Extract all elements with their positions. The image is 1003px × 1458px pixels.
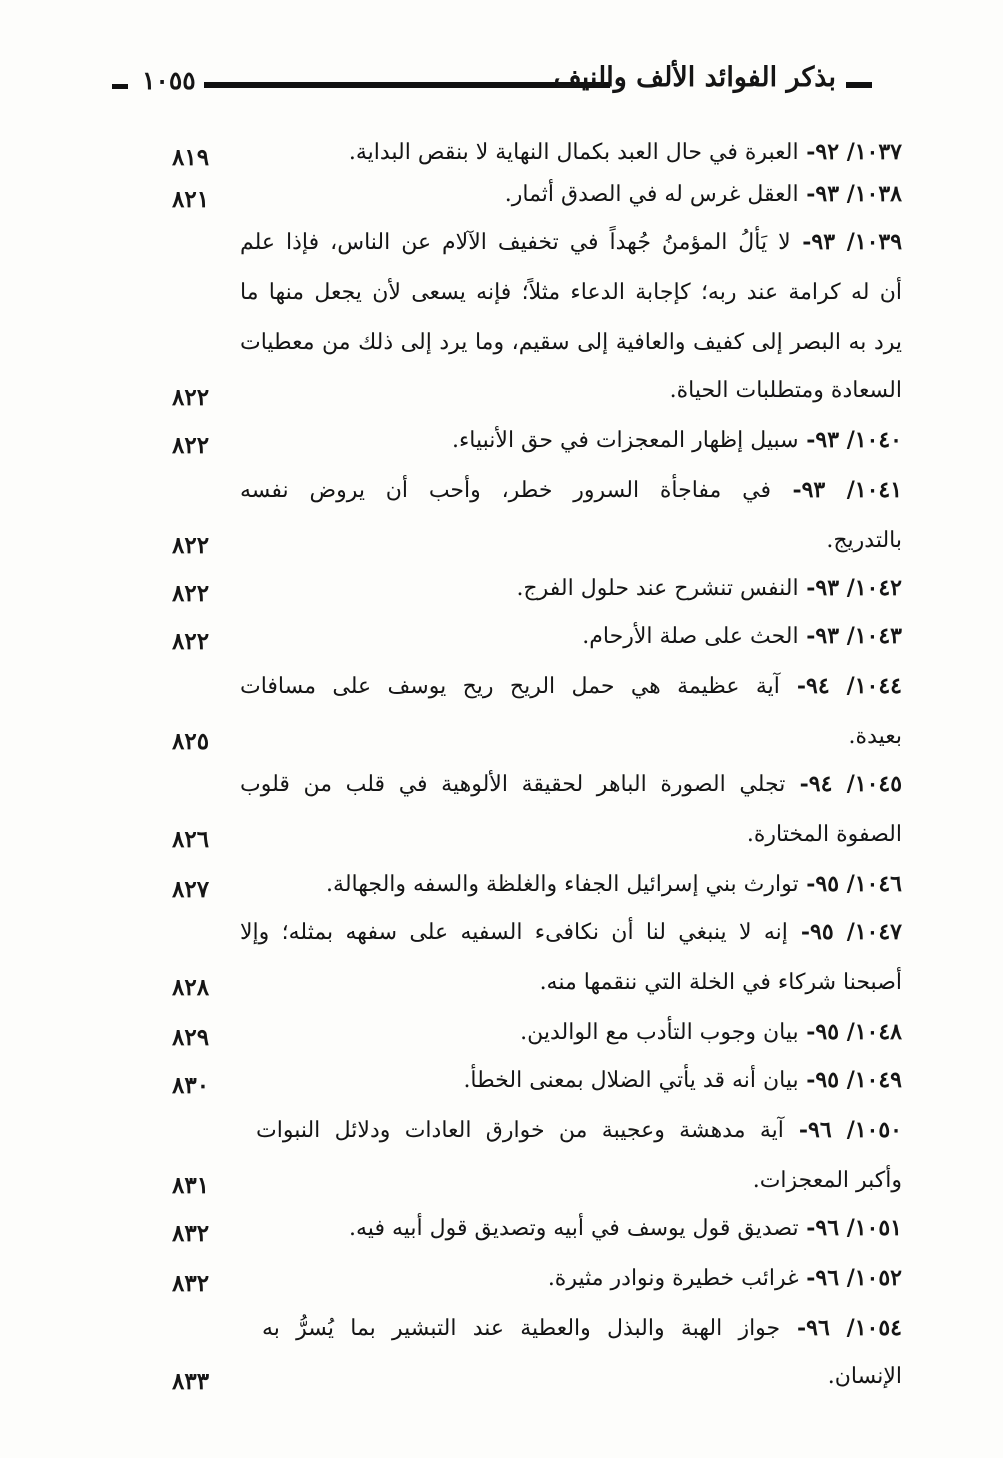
entry-line <box>828 1358 902 1395</box>
entry-number: ١٠٥٠/ ٩٦- <box>783 1117 902 1143</box>
entry-line <box>262 1310 902 1347</box>
entry-number: ١٠٣٨/ ٩٣- <box>798 181 902 207</box>
entry-text: بعيدة. <box>848 724 902 749</box>
entry-line <box>349 1210 902 1247</box>
entry-number: ١٠٣٧/ ٩٢- <box>798 139 902 165</box>
page-reference: ٨٢٢ <box>172 384 210 411</box>
entry-text: بيان أنه قد يأتي الضلال بمعنى الخطأ. <box>463 1068 799 1093</box>
page-reference: ٨٢٧ <box>172 876 210 903</box>
entry-line <box>582 618 902 655</box>
entry-text: آية مدهشة وعجيبة من خوارق العادات ودلائل النبوات <box>256 1118 784 1143</box>
entry-text: الصفوة المختارة. <box>746 822 902 847</box>
entry-text: بيان وجوب التأدب مع الوالدين. <box>520 1020 799 1045</box>
entry-line <box>753 1162 902 1199</box>
entry-text: في مفاجأة السرور خطر، وأحب أن يروض نفسه <box>240 478 771 503</box>
page-reference: ٨٣١ <box>172 1172 210 1199</box>
entry-line <box>326 866 902 903</box>
entry-line <box>516 570 902 607</box>
page-reference: ٨٢٢ <box>172 432 210 459</box>
entry-text: سبيل إظهار المعجزات في حق الأنبياء. <box>451 428 799 453</box>
entry-line <box>540 964 902 1001</box>
entry-text: آية عظيمة هي حمل الريح ريح يوسف على مسافات <box>240 674 780 699</box>
page-reference: ٨٣٢ <box>172 1270 210 1297</box>
entry-line <box>452 422 902 459</box>
page-reference: ٨٢٨ <box>172 974 210 1001</box>
entry-number: ١٠٥١/ ٩٦- <box>798 1215 902 1241</box>
entry-text: تجلي الصورة الباهر لحقيقة الألوهية في قلب من قلوب <box>240 772 786 797</box>
page-reference: ٨٢٥ <box>172 728 210 755</box>
entry-text: توارث بني إسرائيل الجفاء والغلظة والسفه والجهالة. <box>326 872 799 897</box>
entry-line <box>548 1260 902 1297</box>
entry-text: أصبحنا شركاء في الخلة التي ننقمها منه. <box>539 970 902 995</box>
entry-number: ١٠٥٢/ ٩٦- <box>798 1265 902 1291</box>
page-reference: ٨٢٦ <box>172 826 210 853</box>
entry-text: بالتدريج. <box>826 528 902 553</box>
page-reference: ٨٣٢ <box>172 1220 210 1247</box>
page-reference: ٨٢٢ <box>172 532 210 559</box>
entry-number: ١٠٣٩/ ٩٣- <box>790 229 903 255</box>
entry-text: غرائب خطيرة ونوادر مثيرة. <box>547 1266 799 1291</box>
entry-line <box>826 522 902 559</box>
page-reference: ٨١٩ <box>172 144 210 171</box>
entry-line <box>349 134 902 171</box>
entry-number: ١٠٤٢/ ٩٣- <box>798 575 902 601</box>
page-reference: ٨٢٢ <box>172 580 210 607</box>
entry-line <box>240 224 902 261</box>
entry-number: ١٠٤٩/ ٩٥- <box>798 1067 902 1093</box>
entry-number: ١٠٤٧/ ٩٥- <box>787 919 902 945</box>
entry-text: لا يَألُ المؤمنُ جُهداً في تخفيف الآلام عن الناس، فإذا علم <box>240 230 791 255</box>
entry-line <box>670 372 902 409</box>
entry-number: ١٠٤٣/ ٩٣- <box>798 623 902 649</box>
running-title: بذكر الفوائد الألف والنيف <box>553 62 836 93</box>
page-reference: ٨٢٩ <box>172 1024 210 1051</box>
entry-text: العقل غرس له في الصدق أثمار. <box>504 182 799 207</box>
entry-number: ١٠٤١/ ٩٣- <box>770 477 903 503</box>
entry-line <box>240 668 902 705</box>
page-reference: ٨٢٢ <box>172 628 210 655</box>
entry-line <box>240 324 902 361</box>
entry-text: يرد به البصر إلى كفيف والعافية إلى سقيم، وما يرد إلى ذلك من معطيات <box>240 330 902 355</box>
entry-text: النفس تنشرح عند حلول الفرج. <box>516 576 799 601</box>
entry-text: الإنسان. <box>827 1364 902 1389</box>
entry-text: العبرة في حال العبد بكمال النهاية لا بنقص البداية. <box>348 140 799 165</box>
entry-text: جواز الهبة والبذل والعطية عند التبشير بما يُسرُّ به <box>262 1316 781 1341</box>
entry-number: ١٠٤٤/ ٩٤- <box>779 673 902 699</box>
entry-line <box>240 766 902 803</box>
entry-line <box>240 472 902 509</box>
entry-number: ١٠٤٨/ ٩٥- <box>798 1019 902 1045</box>
entry-text: وأكبر المعجزات. <box>752 1168 902 1193</box>
entry-text: إنه لا ينبغي لنا أن نكافىء السفيه على سفهه بمثله؛ وإلا <box>240 920 788 945</box>
entry-line <box>256 1112 902 1149</box>
page-number: ١٠٥٥ <box>142 66 196 95</box>
page-reference: ٨٣٣ <box>172 1368 210 1395</box>
entry-text: السعادة ومتطلبات الحياة. <box>669 378 902 403</box>
entry-text: الحث على صلة الأرحام. <box>582 624 799 649</box>
entry-line <box>747 816 902 853</box>
page-reference: ٨٣٠ <box>172 1072 210 1099</box>
entry-number: ١٠٤٥/ ٩٤- <box>785 771 903 797</box>
entry-line <box>505 176 902 213</box>
entry-line <box>520 1014 902 1051</box>
page-reference: ٨٢١ <box>172 186 210 213</box>
entry-line <box>849 718 902 755</box>
entry-text: أن له كرامة عند ربه؛ كإجابة الدعاء مثلاً؛ فإنه يسعى لأن يجعل منها ما <box>240 280 902 305</box>
entry-line <box>240 914 902 951</box>
entry-number: ١٠٤٠/ ٩٣- <box>798 427 902 453</box>
entry-line <box>240 274 902 311</box>
entry-number: ١٠٤٦/ ٩٥- <box>798 871 902 897</box>
entry-text: تصديق قول يوسف في أبيه وتصديق قول أبيه فيه. <box>349 1216 799 1241</box>
entry-line <box>463 1062 902 1099</box>
entry-number: ١٠٥٤/ ٩٦- <box>780 1315 902 1341</box>
